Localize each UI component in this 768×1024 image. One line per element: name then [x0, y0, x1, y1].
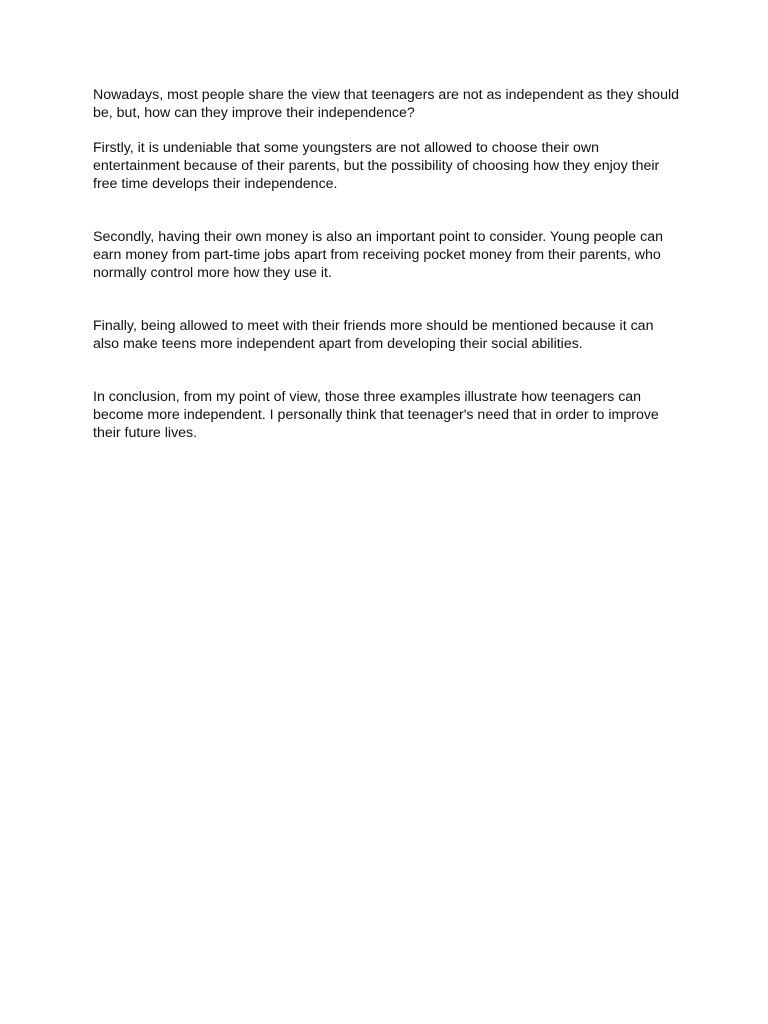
- third-point-paragraph: Finally, being allowed to meet with their friends more should be mentioned because it can also make teens more independent apart from developing their social abilities.: [93, 318, 654, 352]
- paragraph-spacer: [93, 353, 683, 388]
- paragraph-spacer: [93, 193, 683, 228]
- paragraph-spacer: [93, 122, 683, 139]
- first-point-paragraph: Firstly, it is undeniable that some youngsters are not allowed to choose their own entertainment because of their parents, but the possibility of choosing how they enjoy their free time develops their independence.: [93, 140, 660, 192]
- intro-paragraph: Nowadays, most people share the view that teenagers are not as independent as they should be, but, how can they improve their independence?: [93, 87, 680, 121]
- conclusion-paragraph: In conclusion, from my point of view, those three examples illustrate how teenagers can become more independent. I personally think that teenager's need that in order to improve their future lives.: [93, 389, 659, 441]
- document-body: [93, 86, 683, 442]
- paragraph-spacer: [93, 282, 683, 317]
- second-point-paragraph: Secondly, having their own money is also an important point to consider. Young people can earn money from part-time jobs apart from receiving pocket money from their parents, who normally control more how they use it.: [93, 229, 663, 281]
